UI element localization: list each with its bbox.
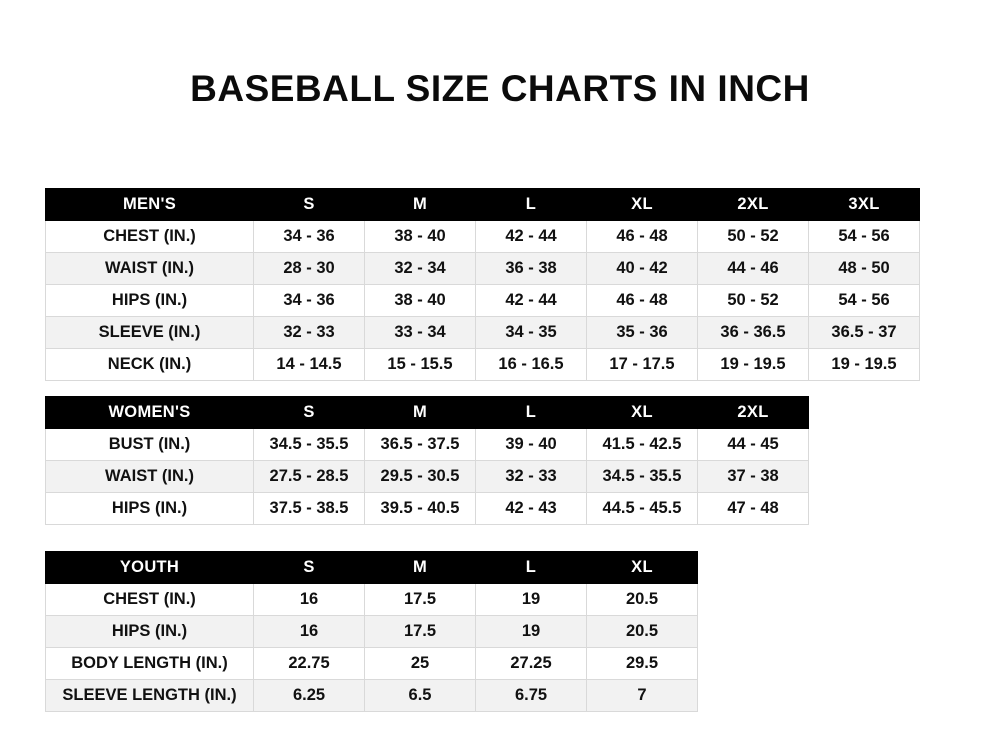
column-header: S (254, 552, 365, 584)
table-cell: 41.5 - 42.5 (587, 429, 698, 461)
row-label: BUST (IN.) (46, 429, 254, 461)
womens-size-table-container (45, 396, 809, 525)
table-cell: 25 (365, 648, 476, 680)
table-cell: 54 - 56 (809, 285, 920, 317)
mens-size-table-container (45, 188, 920, 381)
table-cell: 37.5 - 38.5 (254, 493, 365, 525)
table-row (46, 429, 809, 461)
table-cell: 15 - 15.5 (365, 349, 476, 381)
row-label: HIPS (IN.) (46, 285, 254, 317)
row-label: CHEST (IN.) (46, 221, 254, 253)
table-cell: 22.75 (254, 648, 365, 680)
womens-size-table (45, 396, 809, 525)
table-cell: 46 - 48 (587, 221, 698, 253)
column-header: M (365, 189, 476, 221)
row-label: HIPS (IN.) (46, 616, 254, 648)
table-cell: 28 - 30 (254, 253, 365, 285)
table-cell: 19 (476, 616, 587, 648)
row-label: WAIST (IN.) (46, 253, 254, 285)
table-row (46, 584, 698, 616)
column-header: XL (587, 552, 698, 584)
table-cell: 32 - 34 (365, 253, 476, 285)
table-row (46, 680, 698, 712)
table-cell: 35 - 36 (587, 317, 698, 349)
table-cell: 44 - 45 (698, 429, 809, 461)
table-cell: 34 - 35 (476, 317, 587, 349)
table-cell: 47 - 48 (698, 493, 809, 525)
table-cell: 20.5 (587, 616, 698, 648)
column-header: XL (587, 189, 698, 221)
column-header: S (254, 189, 365, 221)
table-cell: 16 (254, 616, 365, 648)
table-cell: 38 - 40 (365, 221, 476, 253)
table-cell: 42 - 44 (476, 221, 587, 253)
column-header: WOMEN'S (46, 397, 254, 429)
column-header: MEN'S (46, 189, 254, 221)
table-cell: 34.5 - 35.5 (587, 461, 698, 493)
table-cell: 29.5 (587, 648, 698, 680)
table-cell: 6.25 (254, 680, 365, 712)
table-row (46, 317, 920, 349)
table-row (46, 461, 809, 493)
table-cell: 44 - 46 (698, 253, 809, 285)
table-cell: 27.25 (476, 648, 587, 680)
mens-size-table (45, 188, 920, 381)
row-label: NECK (IN.) (46, 349, 254, 381)
table-cell: 34 - 36 (254, 285, 365, 317)
table-row (46, 253, 920, 285)
table-cell: 37 - 38 (698, 461, 809, 493)
table-row (46, 349, 920, 381)
table-cell: 39 - 40 (476, 429, 587, 461)
column-header: 2XL (698, 189, 809, 221)
column-header: L (476, 397, 587, 429)
table-cell: 32 - 33 (476, 461, 587, 493)
column-header: 2XL (698, 397, 809, 429)
table-cell: 19 (476, 584, 587, 616)
table-cell: 6.75 (476, 680, 587, 712)
table-cell: 17 - 17.5 (587, 349, 698, 381)
column-header: M (365, 397, 476, 429)
column-header: L (476, 189, 587, 221)
table-cell: 46 - 48 (587, 285, 698, 317)
table-cell: 20.5 (587, 584, 698, 616)
table-row (46, 616, 698, 648)
table-cell: 19 - 19.5 (698, 349, 809, 381)
table-cell: 42 - 44 (476, 285, 587, 317)
table-cell: 19 - 19.5 (809, 349, 920, 381)
table-cell: 34.5 - 35.5 (254, 429, 365, 461)
row-label: WAIST (IN.) (46, 461, 254, 493)
column-header: YOUTH (46, 552, 254, 584)
table-cell: 36.5 - 37 (809, 317, 920, 349)
youth-size-table (45, 551, 698, 712)
row-label: BODY LENGTH (IN.) (46, 648, 254, 680)
table-cell: 14 - 14.5 (254, 349, 365, 381)
row-label: HIPS (IN.) (46, 493, 254, 525)
table-row (46, 285, 920, 317)
row-label: CHEST (IN.) (46, 584, 254, 616)
table-cell: 36.5 - 37.5 (365, 429, 476, 461)
table-cell: 40 - 42 (587, 253, 698, 285)
table-cell: 44.5 - 45.5 (587, 493, 698, 525)
table-cell: 17.5 (365, 584, 476, 616)
table-cell: 36 - 38 (476, 253, 587, 285)
table-header-row (46, 397, 809, 429)
table-header-row (46, 189, 920, 221)
table-cell: 38 - 40 (365, 285, 476, 317)
table-cell: 34 - 36 (254, 221, 365, 253)
table-cell: 33 - 34 (365, 317, 476, 349)
table-cell: 32 - 33 (254, 317, 365, 349)
table-cell: 42 - 43 (476, 493, 587, 525)
column-header: L (476, 552, 587, 584)
row-label: SLEEVE (IN.) (46, 317, 254, 349)
table-cell: 17.5 (365, 616, 476, 648)
table-cell: 36 - 36.5 (698, 317, 809, 349)
table-cell: 16 (254, 584, 365, 616)
table-header-row (46, 552, 698, 584)
table-row (46, 221, 920, 253)
page-title: BASEBALL SIZE CHARTS IN INCH (190, 68, 810, 109)
table-cell: 16 - 16.5 (476, 349, 587, 381)
column-header: XL (587, 397, 698, 429)
column-header: M (365, 552, 476, 584)
table-cell: 39.5 - 40.5 (365, 493, 476, 525)
table-cell: 54 - 56 (809, 221, 920, 253)
table-row (46, 648, 698, 680)
column-header: 3XL (809, 189, 920, 221)
table-cell: 50 - 52 (698, 285, 809, 317)
table-cell: 6.5 (365, 680, 476, 712)
table-cell: 7 (587, 680, 698, 712)
table-cell: 48 - 50 (809, 253, 920, 285)
column-header: S (254, 397, 365, 429)
table-cell: 29.5 - 30.5 (365, 461, 476, 493)
row-label: SLEEVE LENGTH (IN.) (46, 680, 254, 712)
table-row (46, 493, 809, 525)
youth-size-table-container (45, 551, 698, 712)
table-cell: 27.5 - 28.5 (254, 461, 365, 493)
table-cell: 50 - 52 (698, 221, 809, 253)
